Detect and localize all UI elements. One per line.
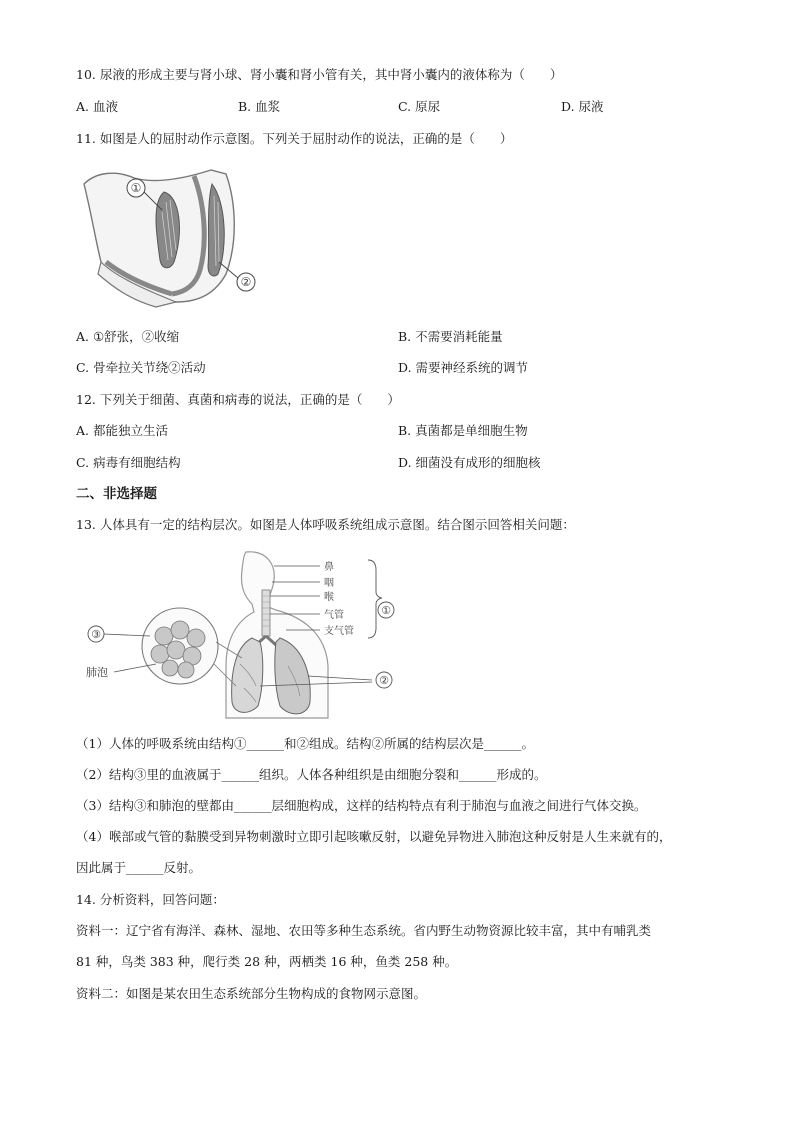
label-bronchus: 支气管 (324, 626, 354, 637)
q10-option-b[interactable]: B. 血浆 (238, 99, 281, 114)
question-12-stem: 12. 下列关于细菌、真菌和病毒的说法，正确的是（ ） (76, 392, 400, 407)
question-10-stem: 10. 尿液的形成主要与肾小球、肾小囊和肾小管有关，其中肾小囊内的液体称为（ ） (76, 67, 563, 82)
section-heading: 二、非选择题 (76, 486, 157, 502)
q12-option-b[interactable]: B. 真菌都是单细胞生物 (398, 423, 528, 438)
label-trachea: 气管 (324, 610, 344, 621)
label-nose: 鼻 (324, 562, 334, 573)
label-pharynx: 咽 (324, 578, 334, 589)
figure-marker-2: ② (379, 674, 389, 687)
q13-subquestion-3: （3）结构③和肺泡的壁都由______层细胞构成，这样的结构特点有利于肺泡与血液之间进行气体交换。 (76, 798, 647, 813)
elbow-flexion-figure (76, 162, 276, 312)
q14-material-1-line-1: 资料一：辽宁省有海洋、森林、湿地、农田等多种生态系统。省内野生动物资源比较丰富，其中有哺乳类 (76, 923, 652, 938)
label-larynx: 喉 (324, 592, 334, 603)
q12-option-c[interactable]: C. 病毒有细胞结构 (76, 455, 181, 470)
question-14-stem: 14. 分析资料，回答问题： (76, 892, 225, 907)
q10-option-c[interactable]: C. 原尿 (398, 99, 441, 114)
q11-option-c[interactable]: C. 骨牵拉关节绕②活动 (76, 360, 206, 375)
q10-option-a[interactable]: A. 血液 (76, 99, 118, 114)
figure-marker-1: ① (130, 181, 142, 195)
q14-material-2: 资料二：如图是某农田生态系统部分生物构成的食物网示意图。 (76, 986, 427, 1001)
question-13-stem: 13. 人体具有一定的结构层次。如图是人体呼吸系统组成示意图。结合图示回答相关问题： (76, 517, 575, 532)
q10-option-d[interactable]: D. 尿液 (561, 99, 604, 114)
q11-option-a[interactable]: A. ①舒张，②收缩 (76, 329, 180, 344)
q11-option-d[interactable]: D. 需要神经系统的调节 (398, 360, 529, 375)
figure-marker-3: ③ (91, 628, 101, 641)
figure-marker-1: ① (381, 604, 391, 617)
q14-material-1-line-2: 81 种，鸟类 383 种，爬行类 28 种，两栖类 16 种，鱼类 258 种。 (76, 954, 458, 969)
q13-subquestion-4-cont: 因此属于______反射。 (76, 860, 202, 875)
q13-subquestion-4: （4）喉部或气管的黏膜受到异物刺激时立即引起咳嗽反射，以避免异物进入肺泡这种反射是人生来就有的， (76, 829, 672, 844)
q11-option-b[interactable]: B. 不需要消耗能量 (398, 329, 503, 344)
figure-marker-2: ② (240, 275, 252, 289)
respiratory-system-figure (76, 546, 396, 724)
q12-option-d[interactable]: D. 细菌没有成形的细胞核 (398, 455, 541, 470)
q12-option-a[interactable]: A. 都能独立生活 (76, 423, 168, 438)
question-11-stem: 11. 如图是人的屈肘动作示意图。下列关于屈肘动作的说法，正确的是（ ） (76, 131, 513, 146)
alveolus-label: 肺泡 (86, 666, 108, 679)
q13-subquestion-2: （2）结构③里的血液属于______组织。人体各种组织是由细胞分裂和______形成的。 (76, 767, 547, 782)
q13-subquestion-1: （1）人体的呼吸系统由结构①______和②组成。结构②所属的结构层次是______。 (76, 736, 534, 751)
